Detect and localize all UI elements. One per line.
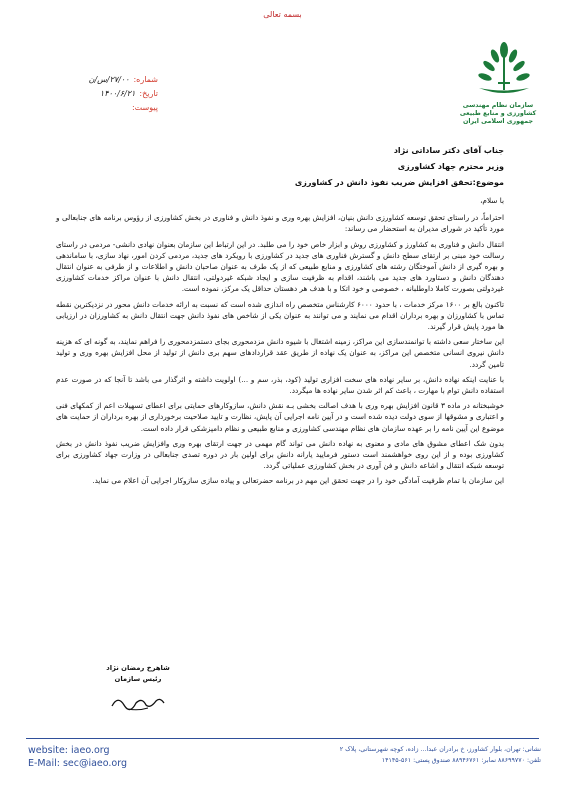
footer-address: نشانی: تهران، بلوار کشاورز، خ برادران عبدا... زاده، کوچه شهرستانی، پلاک ۲ [339, 746, 541, 753]
date-row [38, 86, 158, 100]
footer-email[interactable]: E-Mail: sec@iaeo.org [28, 758, 128, 769]
number-label: شماره: [133, 74, 158, 84]
attachment-row [38, 100, 158, 114]
signer-name: شاهرخ رمضان نژاد [106, 664, 170, 672]
organization-name-line1: سازمان نظام مهندسی کشاورزی و منابع طبیعی [459, 102, 537, 117]
bismillah-heading: بسمه تعالی [263, 10, 302, 19]
recipient-title: وزیر محترم جهاد کشاورزی [397, 162, 504, 171]
paragraph-2: انتقال دانش و فناوری به کشاورز و کشاورزی روش و ابزار خاص خود را می طلبد. در این ارتباط این سازمان بعنوان نهادی دانشی- مردمی در راستای رسالت خود مبنی بر ارتقای سطح دانش و گسترش فناوری های جدید در کشاورزی با رویکرد های جدید، مردمی کردن امور، نهاد سازی، با ساماندهی و بهره گیری از دانش آموختگان رشته های کشاورزی و منابع طبیعی که از یک طرف به عنوان صاحبان دانش و اطلاعات و از طرفی به عنوان انتقال دهندگان دانش و دستاورد های جدید می باشند، اقدام به ظرفیت سازی و ایجاد شبکه غیردولتی، انتقال دانش با عنوان مراکز خدمات کشاورزی غیردولتی بصورت کاملا داوطلبانه ، خصوصی و خود اتکا و با هدف هر دهستان حداقل یک مرکز، نموده است. [56, 239, 504, 294]
footer-phones: تلفن: ۸۸۶۹۹۷۷۰ نمابر: ۸۸۹۴۶۷۶۱ صندوق پستی: ۵۶۱-۱۴۱۴۵ [381, 757, 541, 764]
date-value: ۱۴۰۰/۶/۲۱ [99, 88, 136, 98]
organization-logo-emblem [465, 38, 543, 96]
paragraph-6: خوشبختانه در ماده ۳ قانون افزایش بهره وری با هدف اصالت بخشی بـه نقش دانش، سازوکارهای حمایتی برای اعطای تسهیلات اعم از کمکهای فنی و اعتباری و مشوقها از سوی دولت دیده شده است و در آیین نامه اجرایی آن پایش، نظارت و تایید صلاحیت برخورداری از بهره برداران از حمایت های موضوع این آیین نامه را بر عهده سازمان های نظام مهندسی کشاورزی و منابع طبیعی و نظام دامپزشکی قرار داده است. [56, 401, 504, 433]
footer-divider [26, 738, 539, 739]
handwritten-signature [108, 691, 168, 713]
paragraph-1: احتراماً، در راستای تحقق توسعه کشاورزی دانش بنیان، افزایش بهره وری و نفوذ دانش و فناوری در بخش کشاورزی از رؤوس برنامه های جنابعالی و مورد تأکید در شورای مدیران به استحضار می رساند: [56, 213, 504, 234]
organization-name [449, 102, 547, 126]
paragraph-4: این ساختار سعی داشته با توانمندسازی این مراکز، زمینه اشتغال با شیوه دانش مزدمحوری بجای دستمزدمحوری را فراهم نمایند، به گونه ای که هزینه دانش نیروی انسانی متخصص این مراکز، به عنوان یک نهاده از طریق عقد قراردادهای سهم بری دانش از تولید از محل افزایش بهره وری و تولید تامین گردد. [56, 337, 504, 369]
recipient-name: جناب آقای دکتر ساداتی نژاد [393, 146, 504, 155]
organization-name-line2: جمهوری اسلامی ایران [462, 118, 534, 125]
salutation: با سلام، [480, 196, 504, 205]
letter-subject: موضوع:تحقق افزایش ضریب نفوذ دانش در کشاورزی [294, 178, 504, 187]
paragraph-7: بدون شک اعطای مشوق های مادی و معنوی به نهاده دانش می تواند گام مهمی در جهت ارتقای بهره وری وافزایش ضریب نفوذ دانش در بخش کشاورزی بوده و از این روی خواهشمند است دستور فرمایید یارانه دانش برای اولین بار در دوره تصدی جنابعالی در وزارت جهاد کشاورزی برای توسعه شبکه انتقال و اشاعه دانش و فن آوری در بخش کشاورزی عملیاتی گردد. [56, 438, 504, 471]
number-row [38, 72, 158, 86]
paragraph-8: این سازمان با تمام ظرفیت آمادگی خود را در جهت تحقق این مهم در برنامه حضرتعالی و پیاده سازی سازوکار اجرایی آن اعلام می نماید. [92, 476, 504, 486]
letter-meta [38, 72, 158, 114]
paragraph-5: با عنایت اینکه نهاده دانش، بر سایر نهاده های سخت افزاری تولید (کود، بذر، سم و ...) اولویت داشته و اثرگذار می باشد تا آنجا که در صورت عدم استفاده دانش توام با مهارت ، باعث کم اثر شدن سایر نهاده ها میگردد. [56, 374, 504, 396]
signature-block [78, 663, 198, 713]
attachment-label: پیوست: [131, 102, 158, 112]
signer-title: رئیس سازمان [114, 675, 162, 683]
footer-website[interactable]: website: iaeo.org [28, 745, 110, 756]
letter-body [56, 143, 504, 491]
paragraph-3: تاکنون بالغ بر ۱۶۰۰ مرکز خدمات ، با حدود ۶۰۰۰ کارشناس متخصص راه اندازی شده است که نسبت به ارائه خدمات دانش محور در نزدیکترین نقطه تماس با کشاورزان و بهره برداران اقدام می نمایند و می توانند به عنوان یکی از شاخص های نفوذ دانش جهت انتقال دانش به کشاورزان در ارزیابی ها مورد پایش قرار گیرند. [56, 299, 504, 332]
date-label: تاریخ: [139, 88, 158, 98]
number-value: ۲۷/۰۰/س/ن [88, 74, 130, 84]
footer-contact [28, 744, 127, 770]
footer-address-block [201, 744, 541, 766]
